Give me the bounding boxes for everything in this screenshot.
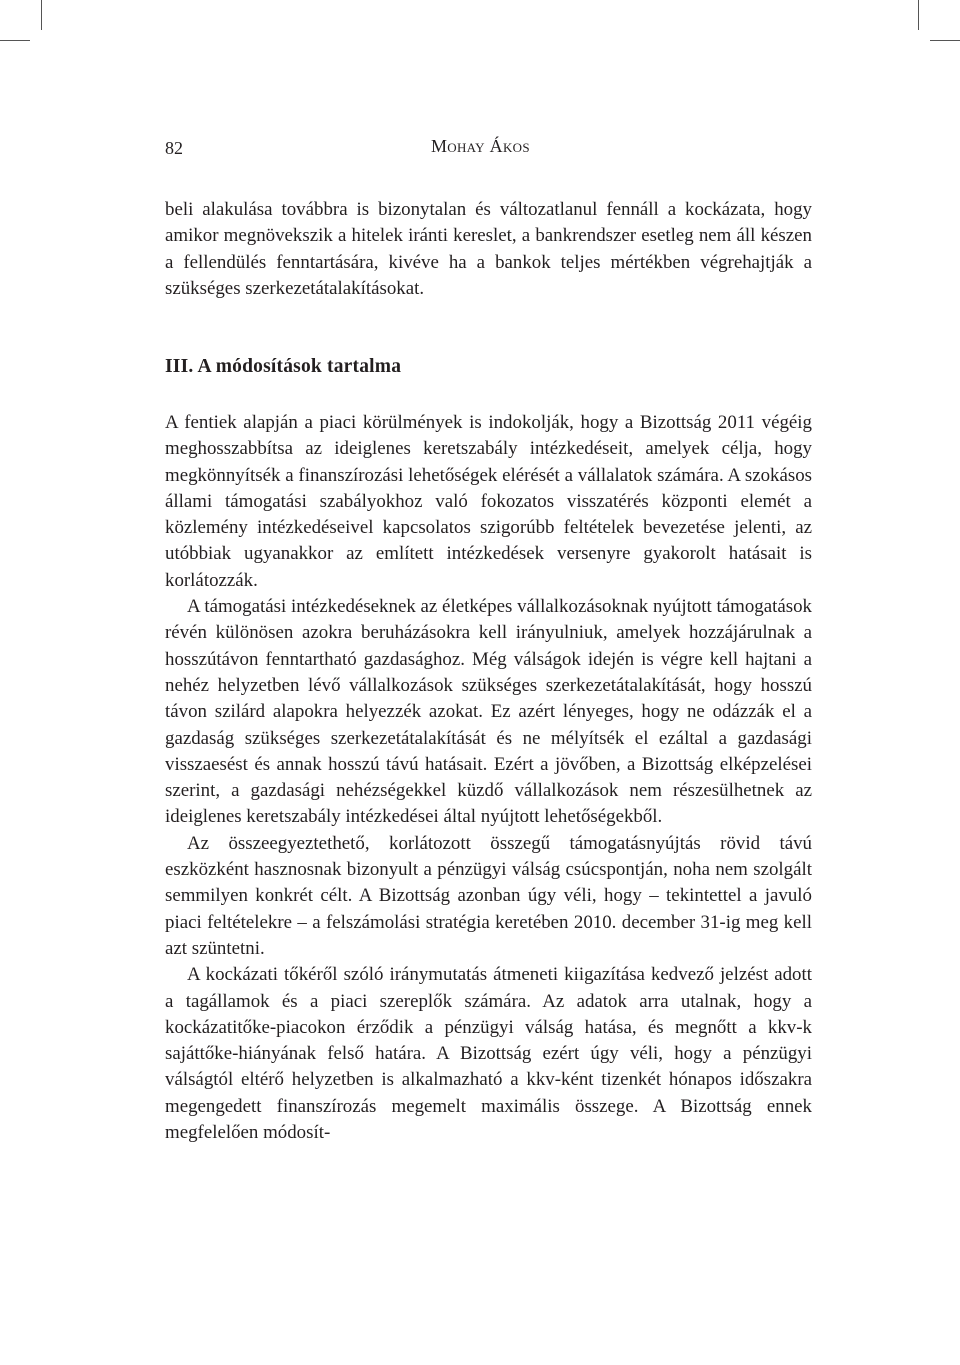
paragraph: A fentiek alapján a piaci körülmények is indokolják, hogy a Bizottság 2011 végéig meghosszabbítsa az ideiglenes keretszabály intézkedéseit, amelyek célja, hogy megkönnyítsék a finanszírozási lehetőségek elérését a vállalatok számára. A szokásos állami támogatási szabályokhoz való fokozatos visszatérés központi elemét a közlemény intézkedéseivel kapcsolatos szigorúbb feltételek bevezetése jelenti, az utóbbiak ugyanakkor az említett intézkedések versenyre gyakorolt hatásait is korlátozzák. (165, 412, 812, 591)
crop-mark-top-right (918, 0, 919, 30)
section-body (165, 410, 812, 1146)
intro-paragraph-block (165, 197, 812, 302)
section-heading: III. A módosítások tartalma (165, 356, 402, 377)
crop-mark-right (930, 40, 960, 41)
paragraph: A támogatási intézkedéseknek az életképes vállalkozásoknak nyújtott támogatások révén különösen azokra beruházásokra kell irányulniuk, amelyek hozzájárulnak a hosszútávon fenntartható gazdasághoz. Még válságok idején is végre kell hajtani a nehéz helyzetben lévő vállalkozások szükséges szerkezetátalakítását, hogy hosszú távon szilárd alapokra helyezzék azokat. Ez azért lényeges, hogy ne odázzák el a gazdaság szükséges szerkezetátalakítását és ne mélyítsék el ezáltal a gazdasági visszaesést és annak hosszú távú hatásait. Ezért a jövőben, a Bizottság elképzelései szerint, a gazdasági nehézségekkel küzdő vállalkozások nem részesülhetnek az ideiglenes keretszabály intézkedései által nyújtott lehetőségekből. (165, 596, 812, 828)
page-header (165, 134, 815, 158)
crop-mark-top-left (41, 0, 42, 30)
running-head-author: Mohay Ákos (431, 136, 530, 156)
paragraph: Az összeegyeztethető, korlátozott összegű támogatásnyújtás rövid távú eszközként hasznosnak bizonyult a pénzügyi válság csúcspontján, noha nem szolgált semmilyen konkrét célt. A Bizottság azonban úgy véli, hogy – tekintettel a javuló piaci feltételekre – a felszámolási stratégia keretében 2010. december 31-ig meg kell azt szüntetni. (165, 832, 812, 959)
paragraph: A kockázati tőkéről szóló iránymutatás átmeneti kiigazítása kedvező jelzést adott a tagállamok és a piaci szereplők számára. Az adatok arra utalnak, hogy a kockázatitőke-piacokon érződik a pénzügyi válság hatása, és megnőtt a kkv-k sajáttőke-hiányának felső határa. A Bizottság ezért úgy véli, hogy a pénzügyi válságtól eltérő helyzetben is alkalmazható a kkv-ként tizenkét hónapos időszakra megengedett finanszírozás megemelt maximális összege. A Bizottság ennek megfelelően módosít- (165, 964, 812, 1144)
page-number: 82 (165, 138, 183, 158)
intro-paragraph: beli alakulása továbbra is bizonytalan és változatlanul fennáll a kockázata, hogy amikor megnövekszik a hitelek iránti kereslet, a bankrendszer esetleg nem áll készen a fellendülés fenntartására, kivéve ha a bankok teljes mértékben végrehajtják a szükséges szerkezetátalakításokat. (165, 199, 812, 299)
crop-mark-left (0, 40, 30, 41)
